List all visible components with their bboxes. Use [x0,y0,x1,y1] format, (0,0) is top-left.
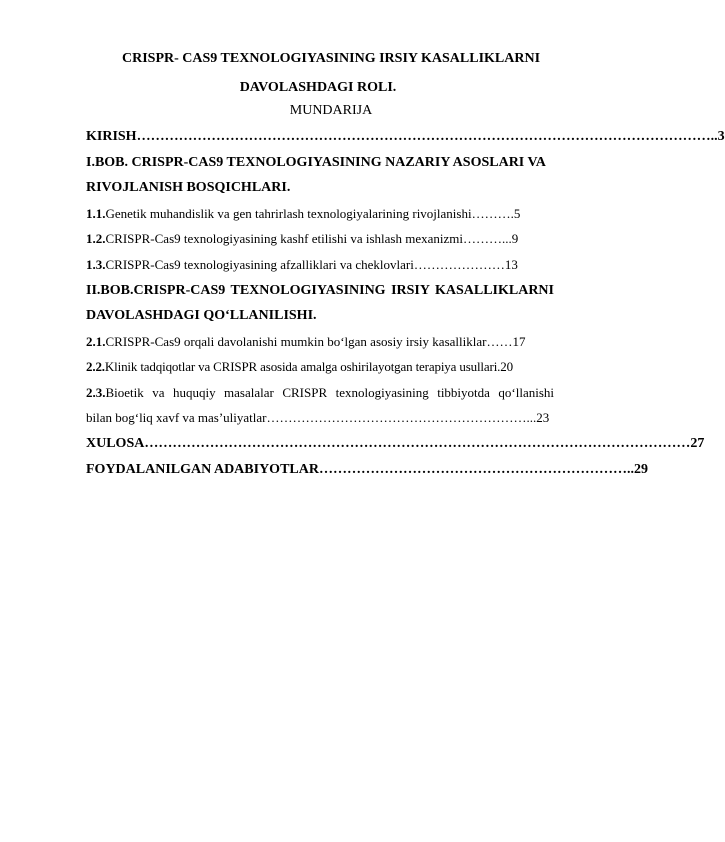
section-title: CRISPR-Cas9 texnologiyasining kashf etilishi va ishlash mexanizmi………...9 [105,231,519,246]
section-number: 2.3. [86,385,106,400]
toc-chapter1-line1: I.BOB. CRISPR-CAS9 TEXNOLOGIYASINING NAZARIY ASOSLARI VA [86,155,546,170]
toc-chapter2-line2: DAVOLASHDAGI QO‘LLANILISHI. [86,308,317,323]
section-number: 1.3. [86,257,106,272]
toc-chapter1-line2: RIVOJLANISH BOSQICHLARI. [86,180,291,195]
section-title: CRISPR-Cas9 texnologiyasining afzalliklari va cheklovlari…………………13 [105,257,518,272]
section-number: 2.2. [86,359,105,374]
section-number: 1.1. [86,206,106,221]
section-number: 2.1. [86,334,106,349]
toc-entry-1-3 [86,257,554,273]
toc-chapter2-line1: II.BOB.CRISPR-CAS9 TEXNOLOGIYASINING IRSIY KASALLIKLARNI [86,283,554,298]
toc-entry-2-3-line1 [86,385,554,401]
toc-entry-adabiyotlar: FOYDALANILGAN ADABIYOTLAR…………………………………………………………..29 [86,462,648,477]
contents-heading: MUNDARIJA [289,103,373,118]
document-title-line1: CRISPR- CAS9 TEXNOLOGIYASINING IRSIY KASALLIKLARNI [122,51,541,66]
section-title: CRISPR-Cas9 orqali davolanishi mumkin bo‘lgan asosiy irsiy kasalliklar……17 [105,334,526,349]
section-title: Genetik muhandislik va gen tahrirlash texnologiyalarining rivojlanishi……….5 [105,206,521,221]
toc-entry-2-3-line2: bilan bog‘liq xavf va mas’uliyatlar……………………………………………………...23 [86,410,550,425]
toc-entry-2-1 [86,334,554,350]
toc-entry-kirish: KIRISH……………………………………………………………………………………………………………..3 [86,129,725,144]
document-title-line2: DAVOLASHDAGI ROLI. [239,80,397,95]
toc-entry-1-1 [86,206,554,222]
section-number: 1.2. [86,231,106,246]
section-title: Klinik tadqiqotlar va CRISPR asosida amalga oshirilayotgan terapiya usullari.20 [104,359,513,374]
section-title: Bioetik va huquqiy masalalar CRISPR texnologiyasining tibbiyotda qo‘llanishi [105,385,554,400]
toc-entry-xulosa: XULOSA………………………………………………………………………………………………………27 [86,436,705,451]
toc-entry-1-2 [86,231,554,247]
toc-entry-2-2 [86,359,554,375]
